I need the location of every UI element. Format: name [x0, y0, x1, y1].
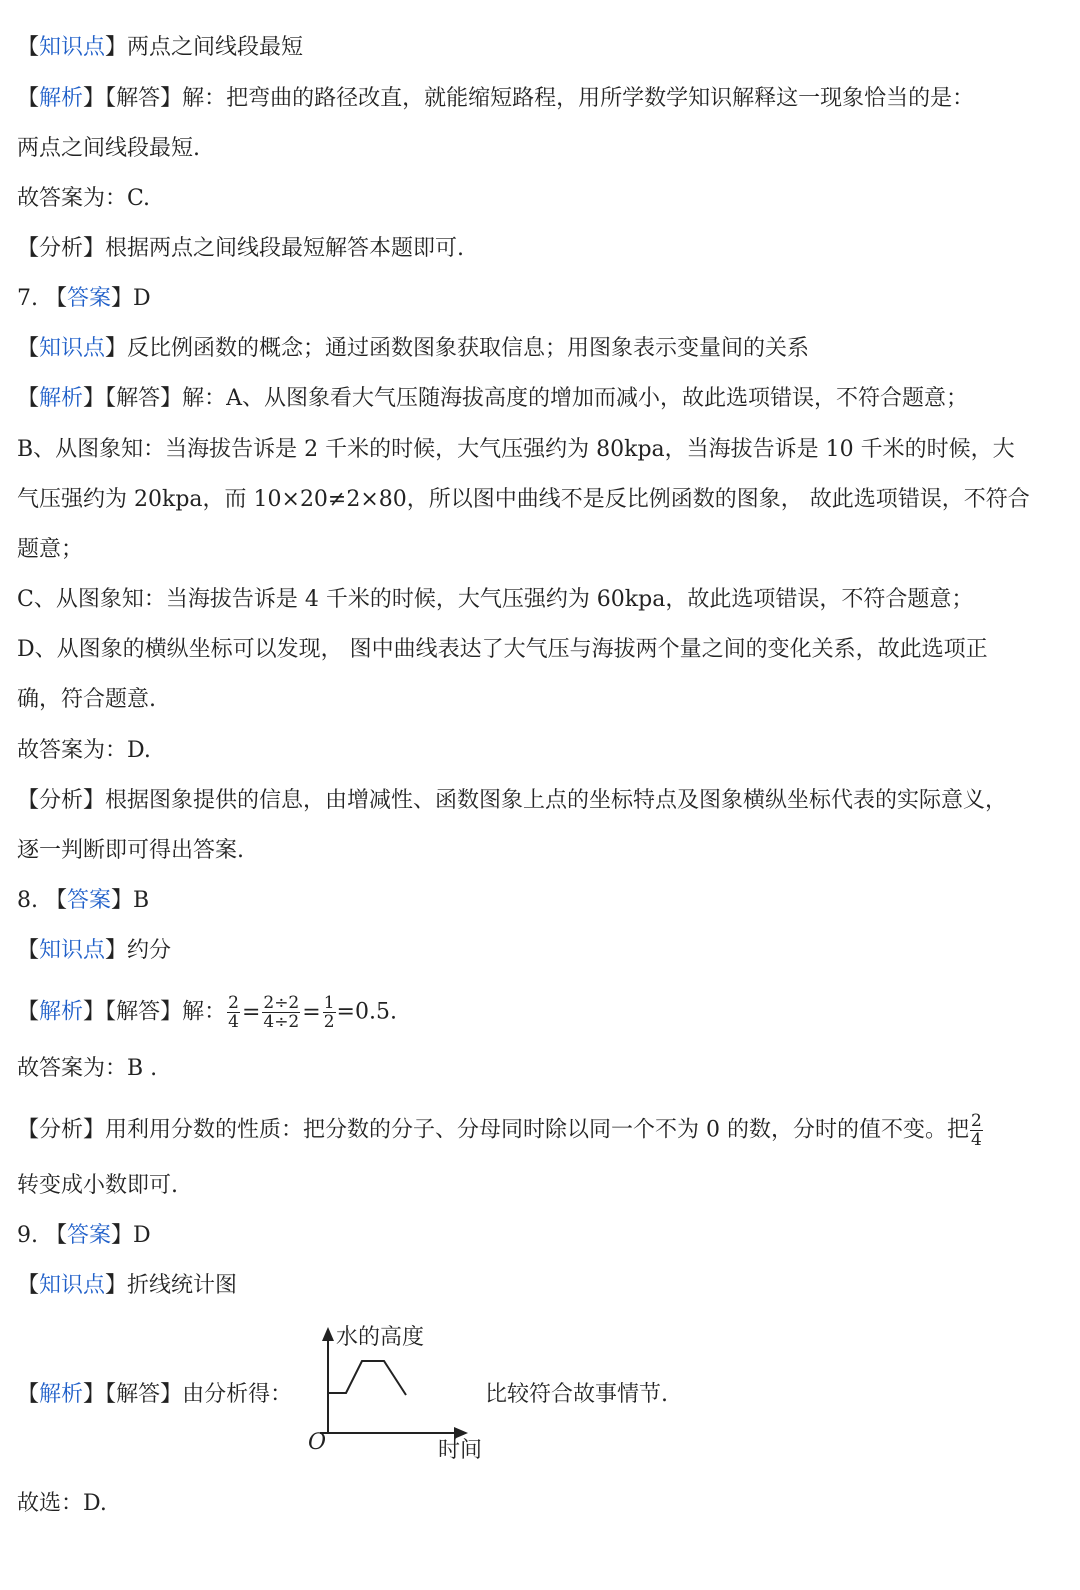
fraction-1-2: $\frac{1}{2}$ [323, 993, 335, 1032]
graph-y-label: 水的高度 [336, 1325, 425, 1350]
q7-answer-line: 7. 【答案】D [17, 286, 151, 311]
q6-solution-line-2: 两点之间线段最短. [17, 136, 200, 161]
q8-final-answer: 故答案为：B . [17, 1056, 158, 1081]
fenxi-tag: 【分析】 [17, 1117, 106, 1143]
q9-solution-line: 【解析】【解答】由分析得： [17, 1382, 293, 1407]
analysis-tag: 【解析】 [17, 999, 106, 1025]
analysis-tag: 【解析】 [17, 386, 106, 411]
q7-option-b-line-2: 气压强约为 20kpa，而 10×20≠2×80，所以图中曲线不是反比例函数的图象， 故此选项错误，不符合 [17, 487, 1030, 512]
solution-tag: 【解答】 [105, 386, 183, 411]
fraction-2-4-inline: $\frac{2}{4}$ [971, 1111, 982, 1150]
graph-line [328, 1361, 406, 1395]
q7-analysis-line-2: 逐一判断即可得出答案. [17, 838, 244, 863]
fraction-division: $\frac{2\div 2}{4\div 2}$ [263, 993, 300, 1032]
q7-option-c-line: C、从图象知：当海拔告诉是 4 千米的时候，大气压强约为 60kpa，故此选项错误，不符合题意； [17, 587, 974, 612]
graph-origin-label: O [308, 1430, 327, 1455]
solution-tag: 【解答】 [105, 999, 183, 1025]
q9-final-answer: 故选：D. [17, 1491, 107, 1516]
solution-tag: 【解答】 [105, 1382, 183, 1407]
answer-tag: 【答案】 [45, 888, 134, 913]
q6-analysis-line: 【分析】根据两点之间线段最短解答本题即可. [17, 236, 465, 261]
q9-knowledge-line: 【知识点】折线统计图 [17, 1273, 238, 1298]
answer-tag: 【答案】 [45, 286, 134, 311]
q7-option-d-line-2: 确，符合题意. [17, 687, 156, 712]
knowledge-tag: 【知识点】 [17, 35, 128, 60]
fenxi-tag: 【分析】 [17, 236, 106, 261]
q7-knowledge-line: 【知识点】反比例函数的概念；通过函数图象获取信息；用图象表示变量间的关系 [17, 336, 810, 361]
graph-x-label: 时间 [438, 1438, 483, 1463]
q7-analysis-line: 【分析】根据图象提供的信息，由增减性、函数图象上点的坐标特点及图象横纵坐标代表的实际意义， [17, 788, 1008, 813]
q9-solution-suffix: 比较符合故事情节. [485, 1382, 668, 1407]
q7-solution-line: 【解析】【解答】解：A、从图象看大气压随海拔高度的增加而减小，故此选项错误，不符合题意； [17, 386, 968, 411]
q6-final-answer: 故答案为：C. [17, 186, 151, 211]
q8-answer-line: 8. 【答案】B [17, 888, 150, 913]
q8-solution-line: 【解析】【解答】解： $\frac{2}{4}$ = $\frac{2\div 2}{4\div 2}$ = $\frac{1}{2}$ =0.5. [17, 993, 397, 1032]
y-axis-arrow [322, 1327, 334, 1341]
q7-option-b-line-1: B、从图象知：当海拔告诉是 2 千米的时候，大气压强约为 80kpa，当海拔告诉是 10 千米的时候，大 [17, 437, 1015, 462]
q7-option-d-line-1: D、从图象的横纵坐标可以发现， 图中曲线表达了大气压与海拔两个量之间的变化关系，故此选项正 [17, 637, 988, 662]
knowledge-tag: 【知识点】 [17, 1273, 128, 1298]
analysis-tag: 【解析】 [17, 86, 106, 111]
solution-tag: 【解答】 [105, 86, 183, 111]
fraction-2-4: $\frac{2}{4}$ [228, 993, 239, 1032]
fenxi-tag: 【分析】 [17, 788, 106, 813]
knowledge-tag: 【知识点】 [17, 336, 128, 361]
q8-analysis-line-2: 转变成小数即可. [17, 1173, 178, 1198]
q7-option-b-line-3: 题意； [17, 537, 84, 562]
q6-knowledge-line: 【知识点】两点之间线段最短 [17, 35, 304, 60]
q8-knowledge-line: 【知识点】约分 [17, 938, 172, 963]
q6-solution-line: 【解析】【解答】解：把弯曲的路径改直，就能缩短路程，用所学数学知识解释这一现象恰当的是： [17, 86, 975, 111]
answer-tag: 【答案】 [45, 1223, 134, 1248]
q8-analysis-line: 【分析】用利用分数的性质：把分数的分子、分母同时除以同一个不为 0 的数，分时的值不变。把 $\frac{2}{4}$ [17, 1111, 982, 1150]
q9-answer-line: 9. 【答案】D [17, 1223, 151, 1248]
knowledge-tag: 【知识点】 [17, 938, 128, 963]
analysis-tag: 【解析】 [17, 1382, 106, 1407]
q7-final-answer: 故答案为：D. [17, 738, 151, 763]
